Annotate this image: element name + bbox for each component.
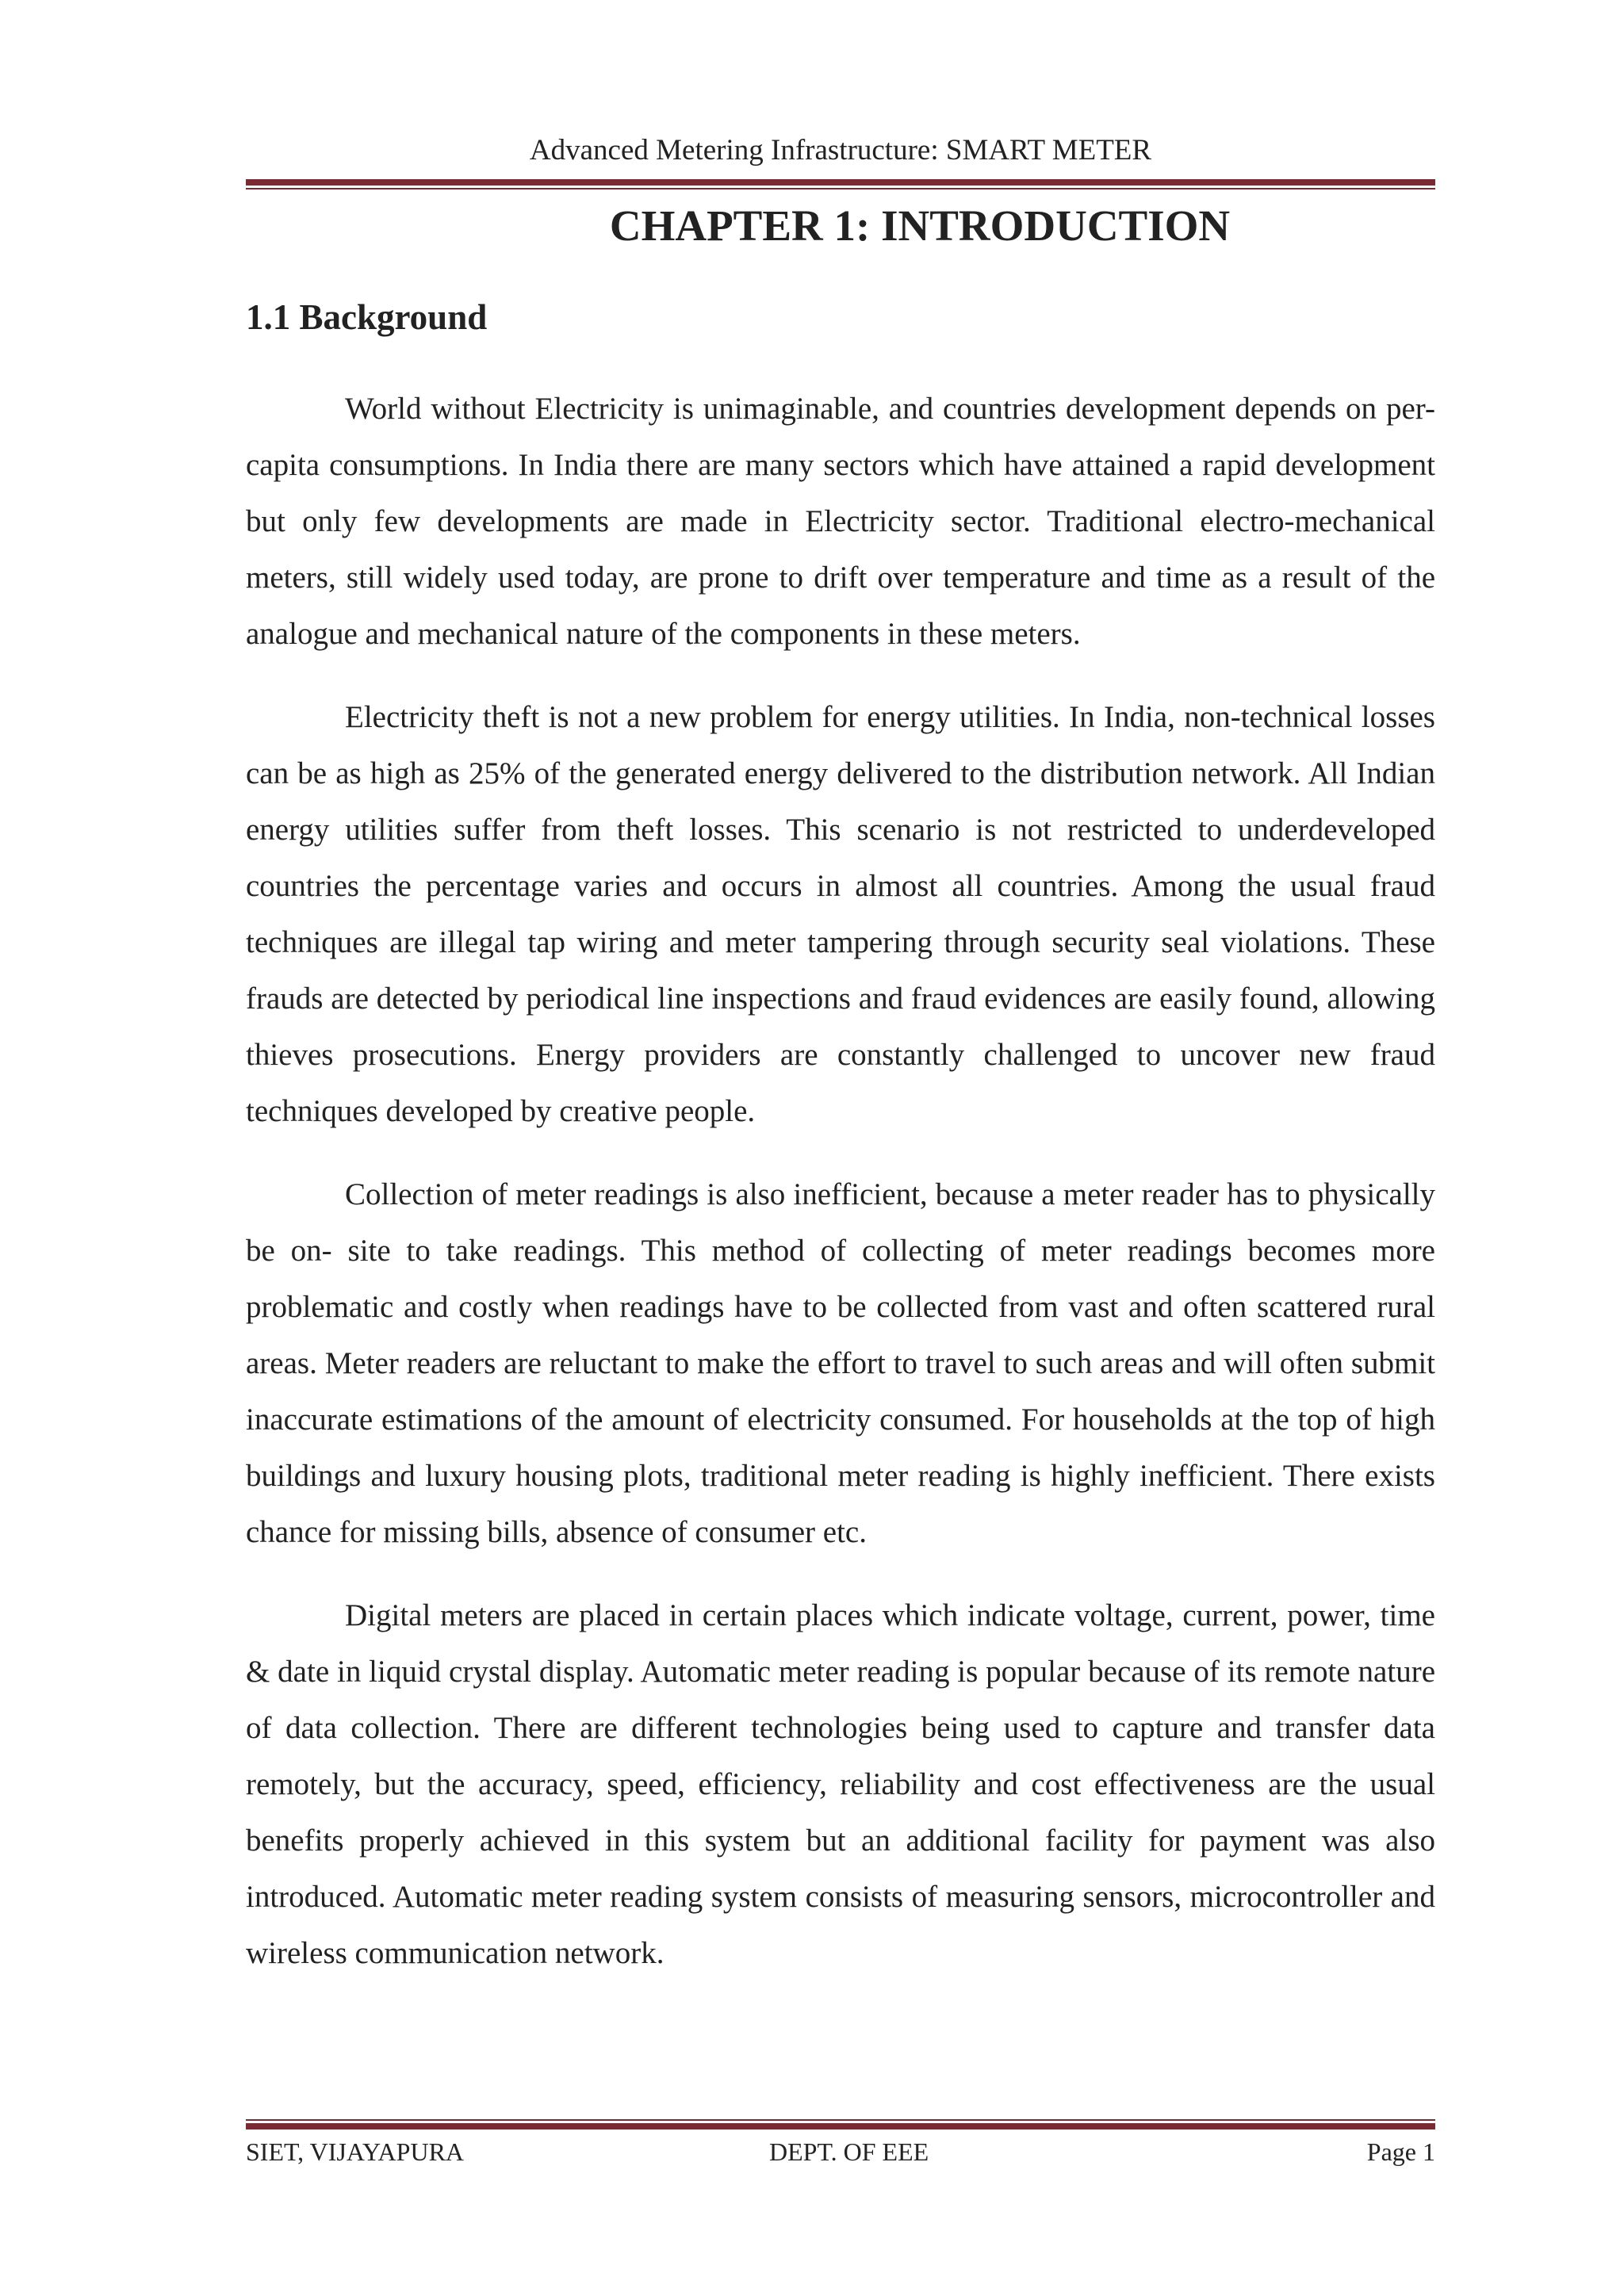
paragraph-4: Digital meters are placed in certain places which indicate voltage, current, power, time & date in liquid crystal display. Automatic meter reading is popular because of its remote nature of data collection. There are different technologies being used to capture and transfer data remotely, but the accuracy, speed, efficiency, reliability and cost effectiveness are the usual benefits properly achieved in this system but an additional facility for payment was also introduced. Automatic meter reading system consists of measuring sensors, microcontroller and wireless communication network. bbox=[246, 1598, 1435, 1970]
footer-rule-thick bbox=[246, 2123, 1435, 2130]
footer-institution: SIET, VIJAYAPURA bbox=[246, 2137, 465, 2166]
header-rule-thin bbox=[246, 188, 1435, 189]
body-text bbox=[246, 381, 1435, 2008]
footer-department: DEPT. OF EEE bbox=[769, 2137, 929, 2166]
header-rule-thick bbox=[246, 179, 1435, 186]
paragraph-3: Collection of meter readings is also inefficient, because a meter reader has to physically be on- site to take readings. This method of collecting of meter readings becomes more problematic and costly when readings have to be collected from vast and often scattered rural areas. Meter readers are reluctant to make the effort to travel to such areas and will often submit inaccurate estimations of the amount of electricity consumed. For households at the top of high buildings and luxury housing plots, traditional meter reading is highly inefficient. There exists chance for missing bills, absence of consumer etc. bbox=[246, 1177, 1435, 1549]
header-rule bbox=[246, 179, 1435, 189]
running-header: Advanced Metering Infrastructure: SMART METER bbox=[529, 134, 1152, 166]
footer-page-number: Page 1 bbox=[1366, 2137, 1435, 2166]
section-heading: 1.1 Background bbox=[246, 297, 488, 337]
paragraph-1: World without Electricity is unimaginable, and countries development depends on per-capita consumptions. In India there are many sectors which have attained a rapid development but only few developments are made in Electricity sector. Traditional electro-mechanical meters, still widely used today, are prone to drift over temperature and time as a result of the analogue and mechanical nature of the components in these meters. bbox=[246, 392, 1435, 651]
chapter-title: CHAPTER 1: INTRODUCTION bbox=[609, 201, 1231, 250]
footer-rule-thin bbox=[246, 2119, 1435, 2121]
paragraph-2: Electricity theft is not a new problem for energy utilities. In India, non-technical losses can be as high as 25% of the generated energy delivered to the distribution network. All Indian energy utilities suffer from theft losses. This scenario is not restricted to underdeveloped countries the percentage varies and occurs in almost all countries. Among the usual fraud techniques are illegal tap wiring and meter tampering through security seal violations. These frauds are detected by periodical line inspections and fraud evidences are easily found, allowing thieves prosecutions. Energy providers are constantly challenged to uncover new fraud techniques developed by creative people. bbox=[246, 700, 1435, 1128]
footer-rule bbox=[246, 2119, 1435, 2130]
